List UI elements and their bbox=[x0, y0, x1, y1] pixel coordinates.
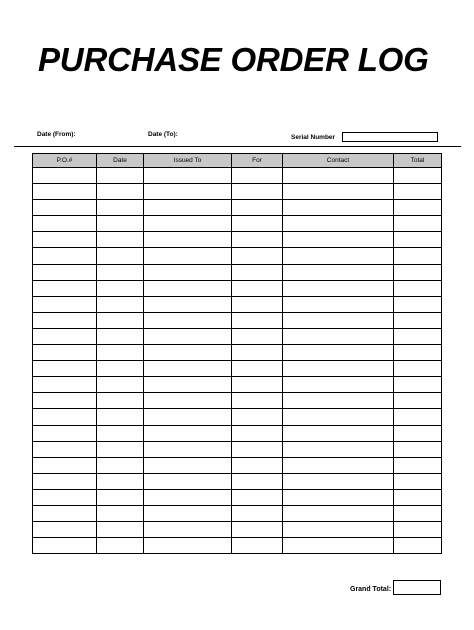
table-cell[interactable] bbox=[283, 361, 394, 377]
table-cell[interactable] bbox=[97, 489, 144, 505]
table-cell[interactable] bbox=[144, 441, 232, 457]
table-cell[interactable] bbox=[232, 328, 283, 344]
table-row bbox=[33, 393, 442, 409]
table-cell[interactable] bbox=[144, 312, 232, 328]
table-cell[interactable] bbox=[144, 168, 232, 184]
table-cell[interactable] bbox=[97, 522, 144, 538]
table-cell[interactable] bbox=[97, 425, 144, 441]
table-cell[interactable] bbox=[144, 232, 232, 248]
table-cell[interactable] bbox=[394, 232, 442, 248]
table-cell[interactable] bbox=[394, 409, 442, 425]
table-row bbox=[33, 264, 442, 280]
table-cell[interactable] bbox=[33, 345, 97, 361]
table-cell[interactable] bbox=[232, 489, 283, 505]
table-cell[interactable] bbox=[394, 280, 442, 296]
date-from-label: Date (From): bbox=[37, 131, 76, 138]
table-cell[interactable] bbox=[283, 393, 394, 409]
table-cell[interactable] bbox=[394, 361, 442, 377]
table-cell[interactable] bbox=[232, 457, 283, 473]
table-row bbox=[33, 328, 442, 344]
table-cell[interactable] bbox=[97, 345, 144, 361]
page-title: PURCHASE ORDER LOG bbox=[38, 41, 429, 78]
table-cell[interactable] bbox=[33, 425, 97, 441]
table-cell[interactable] bbox=[394, 538, 442, 554]
table-cell[interactable] bbox=[97, 441, 144, 457]
table-cell[interactable] bbox=[394, 216, 442, 232]
table-cell[interactable] bbox=[232, 248, 283, 264]
table-cell[interactable] bbox=[394, 441, 442, 457]
table-cell[interactable] bbox=[33, 361, 97, 377]
table-cell[interactable] bbox=[144, 473, 232, 489]
table-cell[interactable] bbox=[394, 168, 442, 184]
table-row bbox=[33, 457, 442, 473]
table-cell[interactable] bbox=[144, 522, 232, 538]
table-cell[interactable] bbox=[394, 296, 442, 312]
table-cell[interactable] bbox=[144, 296, 232, 312]
table-row bbox=[33, 345, 442, 361]
table-cell[interactable] bbox=[283, 473, 394, 489]
table-cell[interactable] bbox=[283, 409, 394, 425]
table-cell[interactable] bbox=[283, 377, 394, 393]
table-cell[interactable] bbox=[232, 232, 283, 248]
table-header-row bbox=[33, 154, 442, 168]
table-cell[interactable] bbox=[97, 393, 144, 409]
grand-total-field[interactable] bbox=[393, 580, 441, 595]
table-cell[interactable] bbox=[283, 312, 394, 328]
grand-total-label: Grand Total: bbox=[350, 586, 392, 593]
table-cell[interactable] bbox=[232, 312, 283, 328]
table-cell[interactable] bbox=[33, 489, 97, 505]
table-body bbox=[33, 168, 442, 554]
table-cell[interactable] bbox=[97, 248, 144, 264]
table-cell[interactable] bbox=[394, 264, 442, 280]
table-cell[interactable] bbox=[33, 473, 97, 489]
table-cell[interactable] bbox=[283, 296, 394, 312]
table-cell[interactable] bbox=[232, 425, 283, 441]
table-cell[interactable] bbox=[283, 248, 394, 264]
table-row bbox=[33, 473, 442, 489]
table-cell[interactable] bbox=[283, 522, 394, 538]
table-cell[interactable] bbox=[144, 538, 232, 554]
table-cell[interactable] bbox=[283, 328, 394, 344]
table-cell[interactable] bbox=[232, 345, 283, 361]
column-header-po-number: P.O.# bbox=[33, 154, 97, 168]
table-row bbox=[33, 441, 442, 457]
table-row bbox=[33, 216, 442, 232]
table-cell[interactable] bbox=[144, 264, 232, 280]
table-cell[interactable] bbox=[232, 184, 283, 200]
table-row bbox=[33, 538, 442, 554]
table-row bbox=[33, 248, 442, 264]
table-cell[interactable] bbox=[394, 457, 442, 473]
table-cell[interactable] bbox=[394, 312, 442, 328]
table-row bbox=[33, 184, 442, 200]
table-cell[interactable] bbox=[97, 505, 144, 521]
table-row bbox=[33, 489, 442, 505]
table-cell[interactable] bbox=[97, 296, 144, 312]
table-cell[interactable] bbox=[144, 248, 232, 264]
table-cell[interactable] bbox=[33, 328, 97, 344]
serial-number-label: Serial Number bbox=[291, 134, 336, 141]
table-cell[interactable] bbox=[232, 296, 283, 312]
table-cell[interactable] bbox=[144, 200, 232, 216]
table-cell[interactable] bbox=[33, 168, 97, 184]
table-cell[interactable] bbox=[144, 393, 232, 409]
purchase-order-table bbox=[32, 153, 442, 554]
table-cell[interactable] bbox=[232, 264, 283, 280]
column-header-issued-to: Issued To bbox=[144, 154, 232, 168]
table-cell[interactable] bbox=[97, 232, 144, 248]
table-cell[interactable] bbox=[232, 393, 283, 409]
table-cell[interactable] bbox=[232, 522, 283, 538]
table-cell[interactable] bbox=[283, 280, 394, 296]
table-cell[interactable] bbox=[283, 264, 394, 280]
table-cell[interactable] bbox=[232, 280, 283, 296]
table-cell[interactable] bbox=[97, 216, 144, 232]
table-cell[interactable] bbox=[144, 345, 232, 361]
table-cell[interactable] bbox=[283, 441, 394, 457]
table-cell[interactable] bbox=[283, 489, 394, 505]
table-cell[interactable] bbox=[394, 489, 442, 505]
table-row bbox=[33, 200, 442, 216]
header-divider bbox=[14, 146, 461, 147]
table-cell[interactable] bbox=[232, 361, 283, 377]
table-cell[interactable] bbox=[144, 216, 232, 232]
table-cell[interactable] bbox=[232, 377, 283, 393]
table-cell[interactable] bbox=[33, 312, 97, 328]
table-cell[interactable] bbox=[144, 409, 232, 425]
date-to-label: Date (To): bbox=[148, 131, 178, 138]
column-header-date: Date bbox=[97, 154, 144, 168]
table-cell[interactable] bbox=[33, 248, 97, 264]
table-cell[interactable] bbox=[97, 200, 144, 216]
table-cell[interactable] bbox=[283, 505, 394, 521]
table-cell[interactable] bbox=[97, 184, 144, 200]
table-cell[interactable] bbox=[33, 377, 97, 393]
column-header-for: For bbox=[232, 154, 283, 168]
table-row bbox=[33, 312, 442, 328]
table-row bbox=[33, 232, 442, 248]
table-cell[interactable] bbox=[144, 425, 232, 441]
table-row bbox=[33, 296, 442, 312]
table-cell[interactable] bbox=[97, 409, 144, 425]
table-cell[interactable] bbox=[144, 505, 232, 521]
table-cell[interactable] bbox=[97, 377, 144, 393]
table-cell[interactable] bbox=[394, 473, 442, 489]
table-cell[interactable] bbox=[283, 168, 394, 184]
table-cell[interactable] bbox=[394, 505, 442, 521]
table-row bbox=[33, 522, 442, 538]
table-cell[interactable] bbox=[232, 441, 283, 457]
table-cell[interactable] bbox=[97, 312, 144, 328]
table-cell[interactable] bbox=[232, 505, 283, 521]
table-cell[interactable] bbox=[394, 377, 442, 393]
table-cell[interactable] bbox=[232, 168, 283, 184]
table-cell[interactable] bbox=[144, 457, 232, 473]
table-cell[interactable] bbox=[33, 457, 97, 473]
column-header-contact: Contact bbox=[283, 154, 394, 168]
table-cell[interactable] bbox=[33, 232, 97, 248]
table-cell[interactable] bbox=[144, 377, 232, 393]
table-cell[interactable] bbox=[97, 168, 144, 184]
table-cell[interactable] bbox=[283, 457, 394, 473]
table-cell[interactable] bbox=[283, 200, 394, 216]
table-cell[interactable] bbox=[33, 393, 97, 409]
table-cell[interactable] bbox=[33, 216, 97, 232]
table-cell[interactable] bbox=[33, 280, 97, 296]
serial-number-field[interactable] bbox=[342, 132, 438, 142]
table-row bbox=[33, 280, 442, 296]
table-cell[interactable] bbox=[33, 200, 97, 216]
table-cell[interactable] bbox=[33, 184, 97, 200]
table-cell[interactable] bbox=[33, 264, 97, 280]
table-cell[interactable] bbox=[283, 184, 394, 200]
table-cell[interactable] bbox=[97, 328, 144, 344]
table-row bbox=[33, 425, 442, 441]
table-cell[interactable] bbox=[33, 441, 97, 457]
table-cell[interactable] bbox=[283, 345, 394, 361]
table-cell[interactable] bbox=[144, 184, 232, 200]
table-cell[interactable] bbox=[232, 538, 283, 554]
table-row bbox=[33, 409, 442, 425]
table-cell[interactable] bbox=[394, 248, 442, 264]
table-cell[interactable] bbox=[283, 216, 394, 232]
table-cell[interactable] bbox=[33, 522, 97, 538]
table-cell[interactable] bbox=[232, 216, 283, 232]
table-cell[interactable] bbox=[283, 232, 394, 248]
table-cell[interactable] bbox=[97, 457, 144, 473]
table-cell[interactable] bbox=[33, 505, 97, 521]
table-cell[interactable] bbox=[144, 489, 232, 505]
table-row bbox=[33, 361, 442, 377]
table-cell[interactable] bbox=[394, 425, 442, 441]
table-cell[interactable] bbox=[97, 280, 144, 296]
table-row bbox=[33, 168, 442, 184]
table-row bbox=[33, 377, 442, 393]
table-cell[interactable] bbox=[97, 264, 144, 280]
table-cell[interactable] bbox=[394, 393, 442, 409]
table-cell[interactable] bbox=[394, 328, 442, 344]
table-cell[interactable] bbox=[394, 184, 442, 200]
table-cell[interactable] bbox=[394, 200, 442, 216]
table-cell[interactable] bbox=[97, 361, 144, 377]
column-header-total: Total bbox=[394, 154, 442, 168]
table-cell[interactable] bbox=[232, 200, 283, 216]
table-cell[interactable] bbox=[33, 409, 97, 425]
table-row bbox=[33, 505, 442, 521]
table-cell[interactable] bbox=[394, 345, 442, 361]
table-cell[interactable] bbox=[33, 538, 97, 554]
table-cell[interactable] bbox=[283, 538, 394, 554]
table-cell[interactable] bbox=[144, 328, 232, 344]
table-cell[interactable] bbox=[232, 473, 283, 489]
table-cell[interactable] bbox=[144, 361, 232, 377]
table-cell[interactable] bbox=[232, 409, 283, 425]
table-cell[interactable] bbox=[97, 538, 144, 554]
table-cell[interactable] bbox=[144, 280, 232, 296]
table-cell[interactable] bbox=[283, 425, 394, 441]
table-cell[interactable] bbox=[97, 473, 144, 489]
table-cell[interactable] bbox=[33, 296, 97, 312]
table-cell[interactable] bbox=[394, 522, 442, 538]
